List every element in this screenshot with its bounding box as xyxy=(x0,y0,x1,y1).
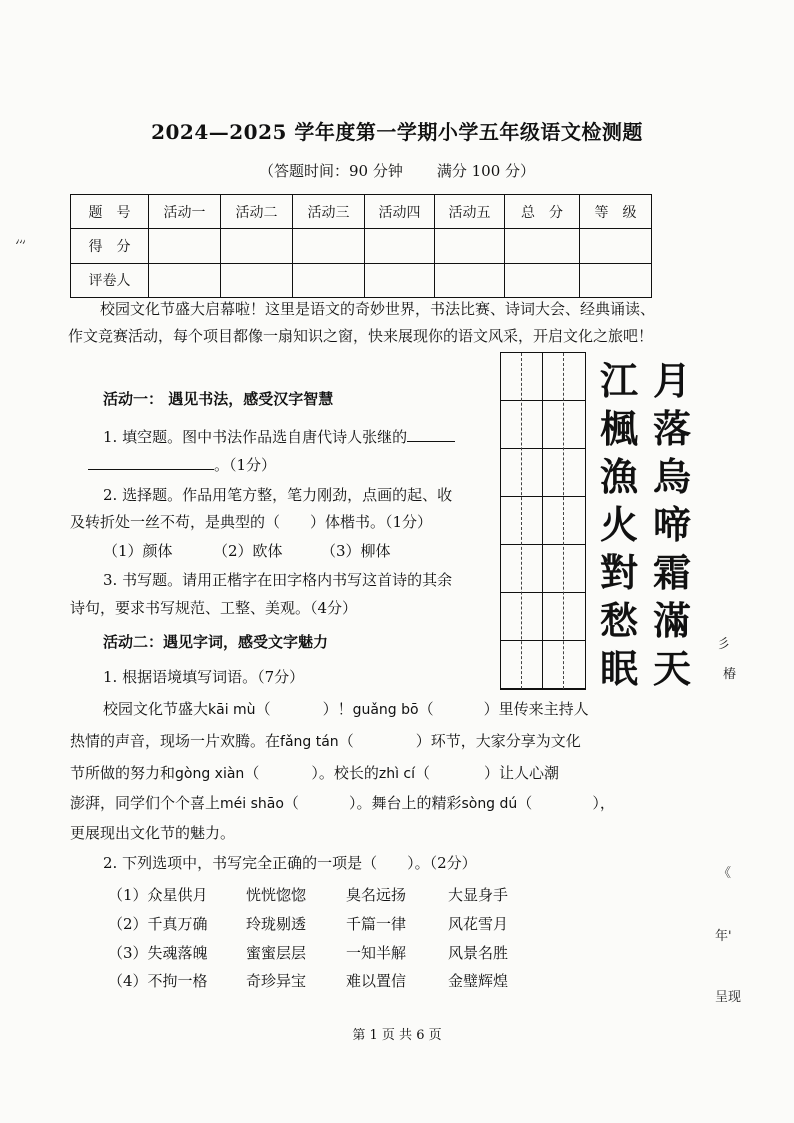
pinyin-prompt: guǎng bō xyxy=(352,702,419,718)
table-header-cell: 活动三 xyxy=(293,195,365,229)
table-header-cell: 等 级 xyxy=(580,195,652,229)
activity1-q2-cont: 及转折处一丝不苟，是典型的（ ）体楷书。（1分） xyxy=(70,513,433,531)
calligraphy-char: 江 xyxy=(599,358,638,403)
option-word: 玲珑剔透 xyxy=(246,915,307,933)
table-header-cell: 活动四 xyxy=(365,195,435,229)
edge-mark: 椿 xyxy=(723,667,737,682)
score-cell[interactable] xyxy=(505,229,580,263)
paren-open: （ xyxy=(415,764,431,782)
page-title: 2024—2025 学年度第一学期小学五年级语文检测题 xyxy=(151,120,643,144)
calligraphy-char: 對 xyxy=(599,550,638,595)
score-cell[interactable] xyxy=(580,229,652,263)
activity2-q1: 1. 根据语境填写词语。（7分） xyxy=(103,668,305,686)
calligraphy-char: 月 xyxy=(652,358,691,403)
option-word: （2）千真万确 xyxy=(108,915,208,933)
calligraphy-column-right xyxy=(648,357,696,693)
edge-mark: ﾐ xyxy=(11,238,27,245)
grid-guide xyxy=(521,353,522,689)
option-word: （4）不拘一格 xyxy=(108,972,208,990)
option-row[interactable] xyxy=(108,942,528,962)
passage-text: 热情的声音，现场一片欢腾。在 xyxy=(70,732,281,750)
option-word: 风花雪月 xyxy=(448,915,509,933)
edge-mark: 《 xyxy=(718,866,732,881)
option-word: 奇珍异宝 xyxy=(246,972,307,990)
option-item[interactable]: （1）颜体 xyxy=(103,542,173,560)
option-word: 大显身手 xyxy=(448,886,509,904)
activity1-q1-cont xyxy=(88,453,276,475)
option-word: 风景名胜 xyxy=(448,944,509,962)
exam-full-score: 满分 100 分） xyxy=(436,162,536,180)
score-row xyxy=(71,229,652,263)
option-word: 一知半解 xyxy=(346,944,407,962)
passage-text: ）环节，大家分享为文化 xyxy=(415,732,581,750)
score-cell[interactable] xyxy=(293,229,365,263)
fill-line-5: 更展现出文化节的魅力。 xyxy=(70,824,236,842)
score-cell[interactable] xyxy=(365,229,435,263)
option-word: （1）众星供月 xyxy=(108,886,208,904)
grader-cell[interactable] xyxy=(149,263,221,297)
option-item[interactable]: （2）欧体 xyxy=(213,542,283,560)
page-number: 第 1 页 共 6 页 xyxy=(352,1028,442,1043)
passage-text: 澎湃，同学们个个喜上 xyxy=(70,794,221,812)
exam-info xyxy=(0,160,794,181)
calligraphy-char: 烏 xyxy=(652,454,691,499)
edge-mark: 呈现 xyxy=(715,990,742,1005)
option-row[interactable] xyxy=(108,913,528,933)
table-header-cell: 活动二 xyxy=(221,195,293,229)
paren-open: （ xyxy=(283,794,299,812)
grader-row xyxy=(71,263,652,297)
row-label: 得 分 xyxy=(71,229,149,263)
edge-mark: 年' xyxy=(715,929,732,944)
calligraphy-char: 落 xyxy=(652,406,691,451)
grader-cell[interactable] xyxy=(365,263,435,297)
fill-line-4 xyxy=(70,792,615,813)
passage-text: ）让人心潮 xyxy=(484,764,560,782)
activity2-heading: 活动二：遇见字词，感受文字魅力 xyxy=(103,633,329,651)
pinyin-prompt: sòng dú xyxy=(461,796,518,812)
paren-open: （ xyxy=(517,794,533,812)
grader-cell[interactable] xyxy=(505,263,580,297)
pinyin-prompt: gòng xiàn xyxy=(175,766,245,782)
pinyin-prompt: méi shāo xyxy=(220,796,284,812)
exam-time: （答题时间：90 分钟 xyxy=(258,162,403,180)
passage-text: ）。舞台上的精彩 xyxy=(348,794,462,812)
grader-cell[interactable] xyxy=(435,263,505,297)
table-header-cell: 活动一 xyxy=(149,195,221,229)
activity1-heading: 活动一： 遇见书法，感受汉字智慧 xyxy=(103,390,334,408)
calligraphy-char: 火 xyxy=(599,502,638,547)
score-table xyxy=(70,194,652,298)
passage-text: ）！ xyxy=(322,700,353,718)
calligraphy-char: 愁 xyxy=(599,598,638,643)
grid-guide xyxy=(563,353,564,689)
calligraphy-char: 霜 xyxy=(652,550,691,595)
fill-line-2 xyxy=(70,730,581,751)
option-word: 臭名远扬 xyxy=(346,886,407,904)
table-header-cell: 题 号 xyxy=(71,195,149,229)
calligraphy-char: 楓 xyxy=(599,406,638,451)
paren-open: （ xyxy=(418,700,434,718)
calligraphy-char: 眠 xyxy=(599,646,638,691)
paren-open: （ xyxy=(255,700,271,718)
row-label: 评卷人 xyxy=(71,263,149,297)
q1-points: 。（1分） xyxy=(214,456,277,474)
score-table-header-row xyxy=(71,195,652,229)
q1-text: 1. 填空题。图中书法作品选自唐代诗人张继的 xyxy=(103,428,408,446)
paren-open: （ xyxy=(338,732,354,750)
option-word: 难以置信 xyxy=(346,972,407,990)
score-cell[interactable] xyxy=(149,229,221,263)
passage-text: ）。校长的 xyxy=(311,764,379,782)
calligraphy-char: 啼 xyxy=(652,502,691,547)
activity1-q2-options xyxy=(103,540,403,560)
score-cell[interactable] xyxy=(221,229,293,263)
option-word: 金璧辉煌 xyxy=(448,972,509,990)
grader-cell[interactable] xyxy=(221,263,293,297)
passage-text: 节所做的努力和 xyxy=(70,764,176,782)
intro-paragraph: 校园文化节盛大启幕啦！这里是语文的奇妙世界，书法比赛、诗词大会、经典诵读、作文竞赛活动，每个项目都像一扇知识之窗，快来展现你的语文风采，开启文化之旅吧！ xyxy=(68,300,656,345)
option-item[interactable]: （3）柳体 xyxy=(321,542,391,560)
answer-blank[interactable] xyxy=(407,425,455,442)
score-cell[interactable] xyxy=(435,229,505,263)
activity1-q3-cont: 诗句，要求书写规范、工整、美观。（4分） xyxy=(70,599,358,617)
passage-text: ）里传来主持人 xyxy=(483,700,589,718)
paren-open: （ xyxy=(244,764,260,782)
pinyin-prompt: zhì cí xyxy=(378,766,415,782)
fill-line-3 xyxy=(70,762,559,783)
activity1-q2: 2. 选择题。作品用笔方整，笔力刚劲，点画的起、收 xyxy=(103,486,453,504)
fill-line-1 xyxy=(103,698,589,719)
table-header-cell: 总 分 xyxy=(505,195,580,229)
option-row[interactable] xyxy=(108,970,528,990)
grader-cell[interactable] xyxy=(293,263,365,297)
pinyin-prompt: kāi mù xyxy=(208,702,256,718)
activity1-q1 xyxy=(103,425,455,447)
passage-text: ）， xyxy=(592,794,615,812)
grader-cell[interactable] xyxy=(580,263,652,297)
edge-mark: 彡 xyxy=(717,637,731,652)
pinyin-prompt: fǎng tán xyxy=(280,734,339,750)
calligraphy-column-left xyxy=(595,357,643,693)
calligraphy-char: 天 xyxy=(652,646,691,691)
calligraphy-char: 滿 xyxy=(652,598,691,643)
table-header-cell: 活动五 xyxy=(435,195,505,229)
activity2-q2: 2. 下列选项中，书写完全正确的一项是（ ）。（2分） xyxy=(103,854,477,872)
option-word: 蜜蜜层层 xyxy=(246,944,307,962)
answer-blank[interactable] xyxy=(88,453,214,470)
option-row[interactable] xyxy=(108,884,528,904)
option-word: （3）失魂落魄 xyxy=(108,944,208,962)
option-word: 千篇一律 xyxy=(346,915,407,933)
activity1-q3: 3. 书写题。请用正楷字在田字格内书写这首诗的其余 xyxy=(103,571,453,589)
calligraphy-char: 漁 xyxy=(599,454,638,499)
passage-text: 校园文化节盛大 xyxy=(103,700,209,718)
writing-grid[interactable] xyxy=(500,352,586,690)
option-word: 恍恍惚惚 xyxy=(246,886,307,904)
